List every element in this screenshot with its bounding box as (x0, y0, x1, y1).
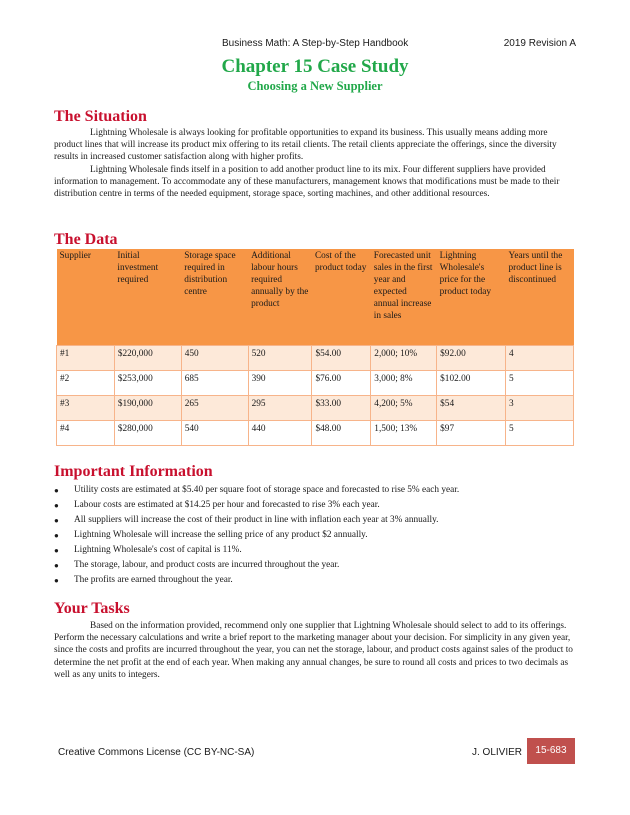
bullet-icon: ● (54, 561, 59, 570)
table-cell: #1 (57, 346, 115, 371)
table-cell: 5 (506, 421, 574, 446)
column-header: Lightning Wholesale's price for the product today (437, 249, 506, 346)
column-header: Cost of the product today (312, 249, 371, 346)
table-cell: $92.00 (437, 346, 506, 371)
bullet-icon: ● (54, 501, 59, 510)
column-header: Years until the product line is discontinued (506, 249, 574, 346)
license-text: Creative Commons License (CC BY-NC-SA) (58, 747, 255, 758)
table-cell: $220,000 (114, 346, 181, 371)
table-header-row (57, 249, 574, 346)
tasks-heading: Your Tasks (54, 600, 130, 617)
table-row (57, 371, 574, 396)
list-item-text: Lightning Wholesale will increase the selling price of any product $2 annually. (74, 530, 368, 540)
bullet-icon: ● (54, 531, 59, 540)
table-cell: 295 (248, 396, 312, 421)
list-item (54, 543, 575, 558)
list-item (54, 513, 575, 528)
table-cell: $280,000 (114, 421, 181, 446)
table-cell: 520 (248, 346, 312, 371)
table-cell: 450 (181, 346, 248, 371)
list-item-text: All suppliers will increase the cost of their product in line with inflation each year at 3% annually. (74, 515, 439, 525)
table-cell: 1,500; 13% (371, 421, 437, 446)
table-cell: 4,200; 5% (371, 396, 437, 421)
table-cell: #4 (57, 421, 115, 446)
column-header: Forecasted unit sales in the first year and expected annual increase in sales (371, 249, 437, 346)
table-cell: #2 (57, 371, 115, 396)
table-cell: $97 (437, 421, 506, 446)
situation-heading: The Situation (54, 108, 147, 125)
list-item (54, 573, 575, 588)
revision-label: 2019 Revision A (503, 38, 576, 49)
list-item-text: The profits are earned throughout the year. (74, 575, 233, 585)
table-cell: $190,000 (114, 396, 181, 421)
table-cell: 265 (181, 396, 248, 421)
tasks-paragraph: Based on the information provided, recommend only one supplier that Lightning Wholesale should select to add to its offerings. Perform the necessary calculations and write a brief report to the marketing manager about your decision. For simplicity in any given year, since the costs and profits are incurred throughout the year, you can net the storage, labour, and product costs against sales of the product to determine the net profit at the end of each year. When making any annual changes, be sure to round all costs and prices to two decimals as well as any units to integers. (54, 621, 573, 680)
table-cell: 685 (181, 371, 248, 396)
table-cell: $33.00 (312, 396, 371, 421)
bullet-icon: ● (54, 486, 59, 495)
author-name: J. OLIVIER (472, 747, 523, 758)
list-item-text: Utility costs are estimated at $5.40 per square foot of storage space and forecasted to rise 5% each year. (74, 485, 460, 495)
column-header: Additional labour hours required annually by the product (248, 249, 312, 346)
table-cell: 440 (248, 421, 312, 446)
table-cell: #3 (57, 396, 115, 421)
list-item-text: Labour costs are estimated at $14.25 per hour and forecasted to rise 3% each year. (74, 500, 380, 510)
bullet-icon: ● (54, 576, 59, 585)
column-header: Supplier (57, 249, 115, 346)
situation-paragraph: Lightning Wholesale is always looking for profitable opportunities to expand its business. This usually means adding more product lines that will increase its product mix offering to its retail clients. The retail clients appreciate the offerings, since the diversity results in increased customer satisfaction along with higher profits. (54, 128, 557, 163)
bullet-icon: ● (54, 516, 59, 525)
table-cell: $48.00 (312, 421, 371, 446)
table-cell: $76.00 (312, 371, 371, 396)
bullet-icon: ● (54, 546, 59, 555)
page-number-badge: 15-683 (527, 738, 575, 764)
table-cell: 3 (506, 396, 574, 421)
table-cell: 2,000; 10% (371, 346, 437, 371)
situation-paragraph: Lightning Wholesale finds itself in a position to add another product line to its mix. Four different suppliers have provided information to management. To accommodate any of these manufacturers, management knows that modifications must be made to their distribution centre in terms of the needed equipment, storage space, sorting machines, and other additional resources. (54, 165, 560, 200)
list-item (54, 558, 575, 573)
table-row (57, 421, 574, 446)
table-cell: $102.00 (437, 371, 506, 396)
table-cell: 540 (181, 421, 248, 446)
list-item-text: The storage, labour, and product costs are incurred throughout the year. (74, 560, 340, 570)
table-cell: 5 (506, 371, 574, 396)
list-item-text: Lightning Wholesale's cost of capital is 11%. (74, 545, 242, 555)
list-item (54, 528, 575, 543)
table-row (57, 346, 574, 371)
data-heading: The Data (54, 231, 118, 248)
list-item (54, 483, 575, 498)
column-header: Initial investment required (114, 249, 181, 346)
table-cell: $54.00 (312, 346, 371, 371)
important-info-list (54, 483, 575, 588)
supplier-data-table (56, 249, 574, 446)
list-item (54, 498, 575, 513)
table-row (57, 396, 574, 421)
table-cell: $253,000 (114, 371, 181, 396)
column-header: Storage space required in distribution centre (181, 249, 248, 346)
table-cell: $54 (437, 396, 506, 421)
chapter-title: Chapter 15 Case Study (221, 56, 409, 77)
chapter-subtitle: Choosing a New Supplier (247, 79, 383, 93)
table-cell: 390 (248, 371, 312, 396)
table-cell: 4 (506, 346, 574, 371)
important-heading: Important Information (54, 463, 213, 480)
table-cell: 3,000; 8% (371, 371, 437, 396)
book-title: Business Math: A Step-by-Step Handbook (222, 38, 409, 49)
page-footer (0, 738, 630, 764)
